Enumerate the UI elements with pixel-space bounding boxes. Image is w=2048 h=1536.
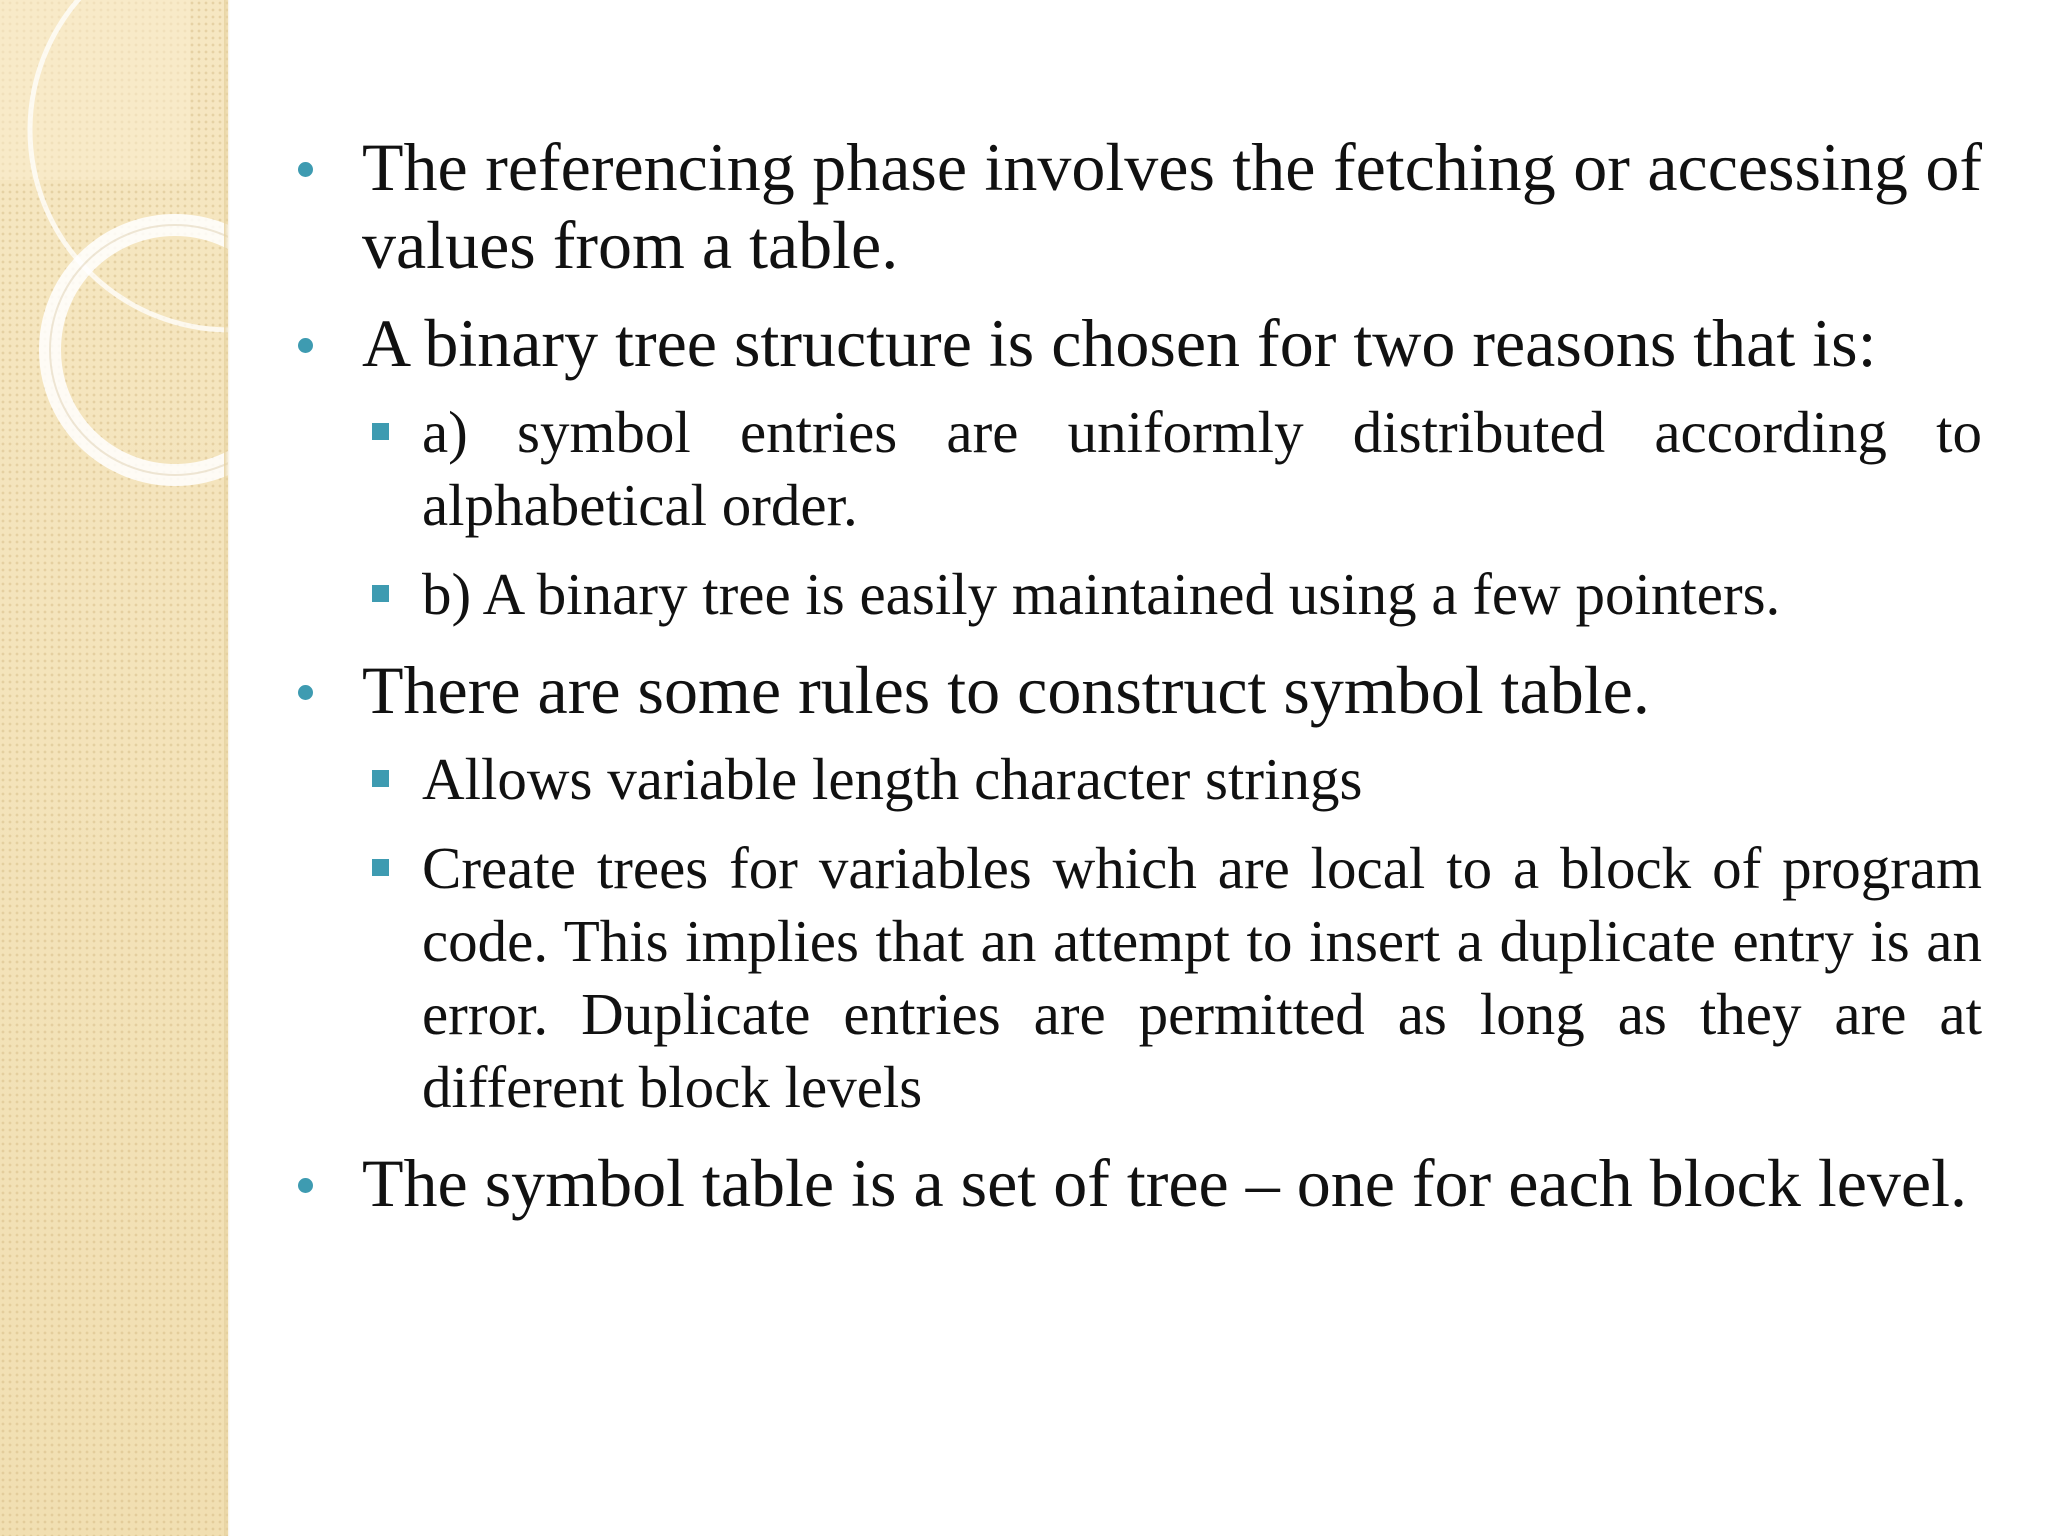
sub-bullet-text: Allows variable length character strings [422,746,1363,812]
bullet-item [290,1144,1982,1222]
bullet-text: A binary tree structure is chosen for two reasons that is: [362,305,1877,381]
sub-bullet-item [290,558,1982,631]
bullet-list [290,128,1982,1222]
sub-bullet-item [290,396,1982,542]
bullet-text: The referencing phase involves the fetching or accessing of values from a table. [362,129,1982,283]
decorative-rings-graphic [0,0,228,520]
bullet-item [290,304,1982,631]
bullet-item [290,651,1982,1124]
sub-bullet-item [290,743,1982,816]
bullet-dot-icon [298,338,313,353]
bullet-text: The symbol table is a set of tree – one for each block level. [362,1145,1967,1221]
sub-bullet-list [362,396,1982,631]
bullet-dot-icon [298,1178,313,1193]
sub-bullet-text: a) symbol entries are uniformly distributed according to alphabetical order. [422,399,1982,538]
sub-bullet-list [362,743,1982,1124]
side-panel-edge [224,0,230,1536]
square-bullet-icon [372,770,389,787]
bullet-dot-icon [298,685,313,700]
slide-content [290,128,1982,1242]
sub-bullet-item [290,832,1982,1124]
square-bullet-icon [372,859,389,876]
bullet-text: There are some rules to construct symbol table. [362,652,1650,728]
square-bullet-icon [372,585,389,602]
sub-bullet-text: Create trees for variables which are local to a block of program code. This implies that an attempt to insert a duplicate entry is an error. Duplicate entries are permitted as long as they are at different block levels [422,835,1982,1120]
square-bullet-icon [372,423,389,440]
sub-bullet-text: b) A binary tree is easily maintained using a few pointers. [422,561,1781,627]
bullet-dot-icon [298,162,313,177]
decorative-side-panel [0,0,228,1536]
bullet-item [290,128,1982,284]
